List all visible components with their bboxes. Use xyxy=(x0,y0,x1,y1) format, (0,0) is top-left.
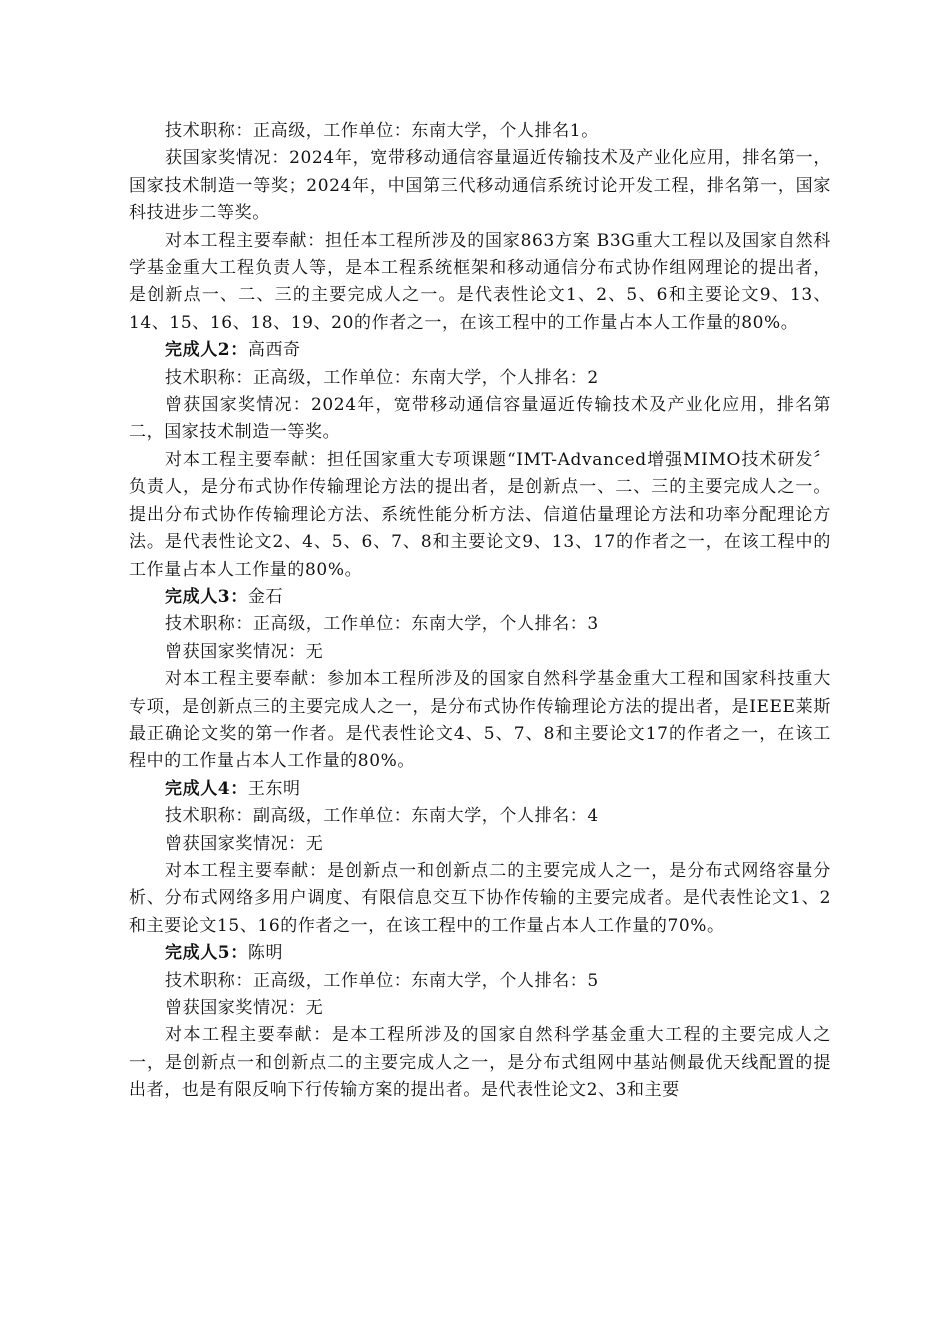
document-body xyxy=(129,118,831,1105)
paragraph-contribution: 对本工程主要奉献：担任本工程所涉及的国家863方案 B3G重大工程以及国家自然科学基金重大工程负责人等，是本工程系统框架和移动通信分布式协作组网理论的提出者，是创新点一、二、三的主要完成人之一。是代表性论文1、2、5、6和主要论文9、13、14、15、16、18、19、20的作者之一，在该工程中的工作量占本人工作量的80%。 xyxy=(129,230,831,333)
completer-name: 高西奇 xyxy=(247,340,301,361)
completer-name: 金石 xyxy=(247,586,284,607)
paragraph-national-awards: 曾获国家奖情况：2024年，宽带移动通信容量逼近传输技术及产业化应用，排名第二，国家技术制造一等奖。 xyxy=(129,395,831,443)
paragraph-contribution: 对本工程主要奉献：是创新点一和创新点二的主要完成人之一，是分布式网络容量分析、分布式网络多用户调度、有限信息交互下协作传输的主要完成者。是代表性论文1、2和主要论文15、16的作者之一，在该工程中的工作量占本人工作量的70%。 xyxy=(129,860,831,936)
completer-name: 陈明 xyxy=(247,943,284,964)
paragraph-national-awards: 获国家奖情况：2024年，宽带移动通信容量逼近传输技术及产业化应用，排名第一，国家技术制造一等奖；2024年，中国第三代移动通信系统讨论开发工程，排名第一，国家科技进步二等奖。 xyxy=(129,148,831,224)
paragraph-title-rank: 技术职称：正高级，工作单位：东南大学，个人排名1。 xyxy=(165,121,599,141)
paragraph-title-rank: 技术职称：正高级，工作单位：东南大学，个人排名：3 xyxy=(165,614,599,635)
paragraph-contribution: 对本工程主要奉献：是本工程所涉及的国家自然科学基金重大工程的主要完成人之一，是创新点一和创新点二的主要完成人之一，是分布式组网中基站侧最优天线配置的提出者，也是有限反响下行传输方案的提出者。是代表性论文2、3和主要 xyxy=(129,1025,831,1101)
paragraph-national-awards: 曾获国家奖情况：无 xyxy=(165,833,324,854)
completer-heading xyxy=(129,776,831,803)
paragraph-national-awards: 曾获国家奖情况：无 xyxy=(165,641,324,662)
paragraph-contribution: 对本工程主要奉献：参加本工程所涉及的国家自然科学基金重大工程和国家科技重大专项，是创新点三的主要完成人之一，是分布式协作传输理论方法的提出者，是IEEE莱斯最正确论文奖的第一作者。是代表性论文4、5、7、8和主要论文17的作者之一，在该工程中的工作量占本人工作量的80%。 xyxy=(129,669,831,772)
completer-label: 完成人4： xyxy=(165,778,248,799)
paragraph-title-rank: 技术职称：副高级，工作单位：东南大学，个人排名：4 xyxy=(165,806,599,827)
paragraph-contribution: 对本工程主要奉献：担任国家重大专项课题“IMT-Advanced增强MIMO技术研发〞负责人，是分布式协作传输理论方法的提出者，是创新点一、二、三的主要完成人之一。提出分布式协作传输理论方法、系统性能分析方法、信道估量理论方法和功率分配理论方法。是代表性论文2、4、5、6、7、8和主要论文9、13、17的作者之一，在该工程中的工作量占本人工作量的80%。 xyxy=(129,449,831,580)
paragraph-title-rank: 技术职称：正高级，工作单位：东南大学，个人排名：5 xyxy=(165,970,599,991)
completer-heading xyxy=(129,940,831,967)
completer-label: 完成人5： xyxy=(165,943,248,964)
completer-heading xyxy=(129,337,831,364)
paragraph-title-rank: 技术职称：正高级，工作单位：东南大学，个人排名：2 xyxy=(165,367,599,388)
completer-name: 王东明 xyxy=(247,778,301,799)
completer-label: 完成人2： xyxy=(165,340,248,361)
paragraph-national-awards: 曾获国家奖情况：无 xyxy=(165,998,324,1018)
completer-label: 完成人3： xyxy=(165,586,248,607)
completer-heading xyxy=(129,584,831,611)
